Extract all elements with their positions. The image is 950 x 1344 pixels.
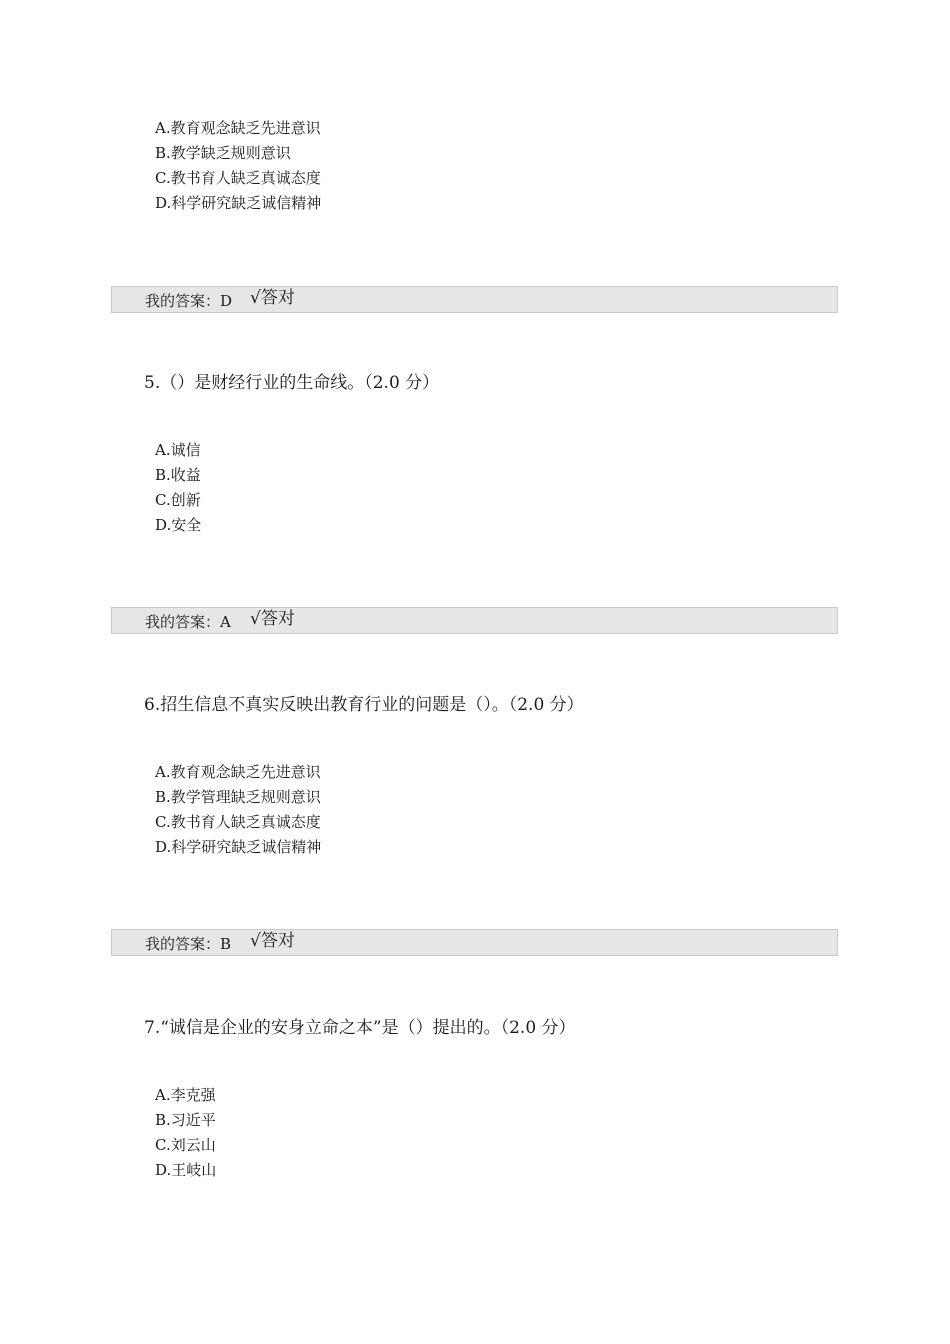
answer-bar-q4 xyxy=(111,286,838,313)
my-answer-label: 我的答案：D xyxy=(145,292,233,310)
option-c: C.创新 xyxy=(155,491,201,509)
answer-bar-q5 xyxy=(111,607,838,634)
options-list-q6 xyxy=(155,760,321,860)
answer-correct-status: √答对 xyxy=(250,931,295,951)
option-b: B.习近平 xyxy=(155,1111,216,1129)
options-list-q7 xyxy=(155,1083,216,1183)
option-d: D.王岐山 xyxy=(155,1161,217,1179)
options-list-q5 xyxy=(155,438,201,538)
my-answer-label: 我的答案：A xyxy=(145,613,231,631)
answer-correct-status: √答对 xyxy=(250,609,295,629)
option-a: A.诚信 xyxy=(155,441,201,459)
option-b: B.教学缺乏规则意识 xyxy=(155,144,291,162)
answer-bar-q6 xyxy=(111,929,838,956)
option-d: D.科学研究缺乏诚信精神 xyxy=(155,838,322,856)
answer-correct-status: √答对 xyxy=(250,288,295,308)
option-d: D.科学研究缺乏诚信精神 xyxy=(155,194,322,212)
option-d: D.安全 xyxy=(155,516,202,534)
option-c: C.刘云山 xyxy=(155,1136,216,1154)
options-list-q4 xyxy=(155,116,321,216)
question-6-title: 6.招生信息不真实反映出教育行业的问题是（）。（2.0 分） xyxy=(144,695,584,715)
option-b: B.教学管理缺乏规则意识 xyxy=(155,788,321,806)
option-a: A.教育观念缺乏先进意识 xyxy=(155,763,321,781)
question-5-title: 5.（）是财经行业的生命线。（2.0 分） xyxy=(144,373,440,393)
option-a: A.教育观念缺乏先进意识 xyxy=(155,119,321,137)
option-a: A.李克强 xyxy=(155,1086,216,1104)
option-c: C.教书育人缺乏真诚态度 xyxy=(155,813,321,831)
option-b: B.收益 xyxy=(155,466,201,484)
question-7-title: 7.“诚信是企业的安身立命之本”是（）提出的。（2.0 分） xyxy=(144,1018,576,1038)
my-answer-label: 我的答案：B xyxy=(145,935,232,953)
option-c: C.教书育人缺乏真诚态度 xyxy=(155,169,321,187)
